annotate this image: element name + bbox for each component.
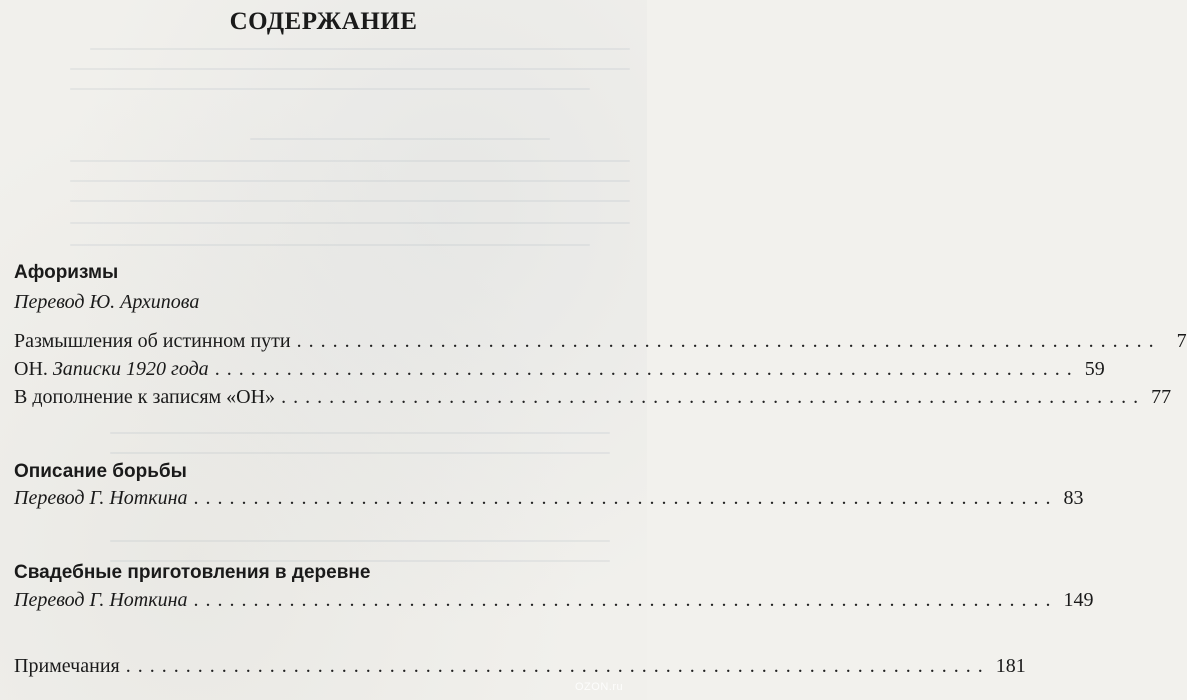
toc-entry[interactable] <box>14 655 1026 681</box>
bleed-through-line <box>70 180 630 182</box>
bleed-through-line <box>70 160 630 162</box>
toc-entry-page: 77 <box>1151 386 1172 408</box>
translator-credit: Перевод Г. Ноткина <box>14 487 188 509</box>
toc-entry-page: 59 <box>1084 358 1105 380</box>
leader-dots: ........................................................................ <box>281 386 1146 408</box>
bleed-through-line <box>70 88 590 90</box>
leader-dots: ........................................................................ <box>193 487 1058 509</box>
toc-entry-page: 7 <box>1176 330 1187 352</box>
bleed-through-line <box>70 200 630 202</box>
toc-entry[interactable] <box>14 330 1187 356</box>
toc-entry[interactable] <box>14 589 1094 615</box>
leader-dots: ........................................................................ <box>193 589 1058 611</box>
toc-entry-label: Примечания <box>14 655 120 677</box>
bleed-through-line <box>70 244 590 246</box>
bleed-through-line <box>250 138 550 140</box>
section-title-wedding-preparations: Свадебные приготовления в деревне <box>14 562 371 583</box>
toc-entry-page: 83 <box>1063 487 1084 509</box>
watermark: OZON.ru <box>575 681 624 693</box>
bleed-through-line <box>110 540 610 542</box>
bleed-through-line <box>110 432 610 434</box>
toc-entry-page: 149 <box>1063 589 1094 611</box>
section-title-aphorisms: Афоризмы <box>14 262 119 283</box>
leader-dots: ........................................................................ <box>125 655 990 677</box>
toc-entry-label-plain: ОН. <box>14 358 53 380</box>
translator-credit: Перевод Г. Ноткина <box>14 589 188 611</box>
bleed-through-line <box>110 452 610 454</box>
toc-entry-label: В дополнение к записям «ОН» <box>14 386 276 408</box>
translator-credit: Перевод Ю. Архипова <box>14 291 200 313</box>
bleed-through-line <box>90 48 630 50</box>
bleed-through-line <box>70 68 630 70</box>
bleed-through-line <box>70 222 630 224</box>
toc-entry-label <box>14 358 209 381</box>
page-title: СОДЕРЖАНИЕ <box>229 8 418 35</box>
toc-entry-page: 181 <box>995 655 1026 677</box>
leader-dots: ........................................................................ <box>214 358 1079 380</box>
section-title-description-of-struggle: Описание борьбы <box>14 461 187 482</box>
toc-entry-label-italic: Записки 1920 года <box>52 358 209 380</box>
leader-dots: ........................................................................ <box>296 330 1161 352</box>
toc-entry[interactable] <box>14 487 1084 513</box>
toc-entry-label: Размышления об истинном пути <box>14 330 291 352</box>
toc-entry[interactable] <box>14 386 1172 412</box>
toc-entry[interactable] <box>14 358 1105 384</box>
